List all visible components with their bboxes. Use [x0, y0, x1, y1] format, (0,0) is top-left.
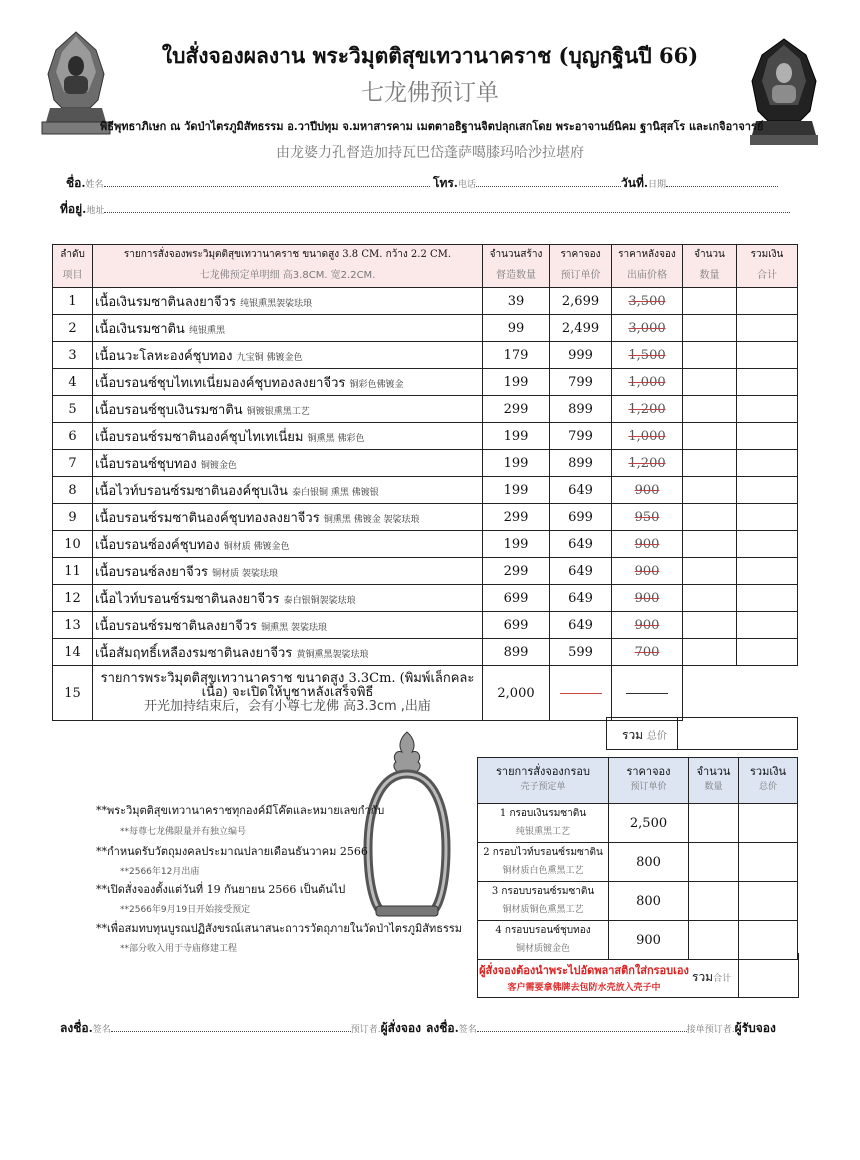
row-desc: เนื้อบรอนซ์รมซาตินองค์ชุบไทเทเนี่ยม 铜熏黑 佛彩色 — [93, 423, 483, 450]
row-after-price: 1,500 — [612, 342, 683, 369]
row-price: 649 — [550, 477, 612, 504]
table-header-row — [53, 245, 798, 288]
row-price: 649 — [550, 531, 612, 558]
row-total-input[interactable] — [737, 612, 798, 639]
col-header-qty-made: จำนวนสร้าง 督造数量 — [483, 245, 550, 288]
row-qty-input[interactable] — [683, 558, 737, 585]
col-header-price: ราคาจอง 预订单价 — [550, 245, 612, 288]
row-no: 5 — [53, 396, 93, 423]
row-price: 799 — [550, 369, 612, 396]
note-3-chinese: **2566年9月19日开始接受预定 — [120, 905, 251, 915]
row-qty-made: 2,000 — [483, 666, 550, 721]
col-header-total: รวมเงิน 合计 — [737, 245, 798, 288]
row-price: 649 — [550, 585, 612, 612]
name-label: ชื่อ. — [66, 176, 86, 190]
row-qty-made: 99 — [483, 315, 550, 342]
row-desc: เนื้อบรอนซ์ลงยาจีวร 铜材质 袈裟珐琅 — [93, 558, 483, 585]
row-desc: เนื้อไวท์บรอนซ์รมซาตินองค์ชุบเงิน 泰白银铜 熏黑 佛镀银 — [93, 477, 483, 504]
row-total-input[interactable] — [737, 450, 798, 477]
table-row — [53, 531, 798, 558]
row-desc: เนื้อเงินรมซาติน 纯银熏黑 — [93, 315, 483, 342]
row-desc: เนื้อไวท์บรอนซ์รมซาตินลงยาจีวร 泰白银铜袈裟珐琅 — [93, 585, 483, 612]
row-after-price — [612, 666, 683, 721]
frame-row-price: 900 — [609, 921, 689, 960]
frame-row-total-input[interactable] — [739, 882, 798, 921]
row-total-input[interactable] — [737, 504, 798, 531]
frame-row-desc: 1 กรอบเงินรมซาติน 纯银熏黑工艺 — [478, 804, 609, 843]
frame-row-qty-input[interactable] — [689, 882, 739, 921]
row-desc: เนื้อนวะโลหะองค์ชุบทอง 九宝铜 佛镀金色 — [93, 342, 483, 369]
date-field[interactable] — [621, 174, 778, 193]
row-qty-input[interactable] — [683, 531, 737, 558]
frame-row — [478, 882, 798, 921]
date-label-cn: 日期 — [648, 180, 667, 190]
row-after-price: 1,200 — [612, 450, 683, 477]
row-price: 899 — [550, 450, 612, 477]
row-no: 15 — [53, 666, 93, 721]
row-no: 14 — [53, 639, 93, 666]
frame-total-divider — [738, 953, 739, 997]
note-1-chinese: **每尊七龙佛限量并有独立编号 — [120, 827, 247, 837]
frame-row — [478, 843, 798, 882]
table-row — [53, 288, 798, 315]
row-qty-input[interactable] — [683, 450, 737, 477]
row-price: 799 — [550, 423, 612, 450]
row-desc: เนื้อบรอนซ์ชุบไทเทเนี่ยมองค์ชุบทองลงยาจีวร 铜彩色佛镀金 — [93, 369, 483, 396]
row-qty-input[interactable] — [683, 396, 737, 423]
row-qty-input[interactable] — [683, 585, 737, 612]
page-title: ใบสั่งจองผลงาน พระวิมุตติสุขเทวานาคราช (บุญกฐินปี 66) — [161, 43, 699, 68]
row-price: 2,699 — [550, 288, 612, 315]
row-desc: เนื้อบรอนซ์รมซาตินลงยาจีวร 铜熏黑 袈裟珐琅 — [93, 612, 483, 639]
row-after-price: 950 — [612, 504, 683, 531]
frame-order-table — [477, 757, 798, 960]
row-qty-input[interactable] — [683, 477, 737, 504]
row-after-price: 3,000 — [612, 315, 683, 342]
row-after-price: 1,000 — [612, 369, 683, 396]
row-qty-input[interactable] — [683, 369, 737, 396]
frame-row-total-input[interactable] — [739, 843, 798, 882]
row-total-input[interactable] — [737, 396, 798, 423]
note-1: **พระวิมุตติสุขเทวานาคราชทุกองค์มีโค๊ตและหมายเลขกำกับ — [96, 804, 385, 817]
receiver-signature[interactable]: ลงชื่อ.签名 接单预订者.ผู้รับจอง — [426, 1021, 776, 1035]
ceremony-info: พิธีพุทธาภิเษก ณ วัดป่าไตรภูมิสัทธรรม อ.วาปีปทุม จ.มหาสารคาม เมตตาอธิฐานจิตปลุกเสกโดย พระอาจานย์นิคม ฐานิสุสโร และเกจิอาจารย์ — [100, 120, 764, 133]
row-qty-made: 199 — [483, 369, 550, 396]
note-2-chinese: **2566年12月出庙 — [120, 867, 200, 877]
row-no: 9 — [53, 504, 93, 531]
phone-label: โทร. — [433, 176, 458, 190]
table-row — [53, 369, 798, 396]
right-buddha-statue-image — [746, 28, 822, 160]
table-row — [53, 396, 798, 423]
phone-field[interactable] — [433, 174, 621, 193]
frame-row-qty-input[interactable] — [689, 804, 739, 843]
row-qty-made: 299 — [483, 396, 550, 423]
row-qty-input[interactable] — [683, 504, 737, 531]
table-row — [53, 423, 798, 450]
row-total-input[interactable] — [737, 531, 798, 558]
row-no: 3 — [53, 342, 93, 369]
buyer-signature[interactable]: ลงชื่อ.签名 预订者.ผู้สั่งจอง — [60, 1021, 421, 1035]
row-qty-input[interactable] — [683, 315, 737, 342]
row-after-price: 900 — [612, 558, 683, 585]
row-desc: เนื้อบรอนซ์รมซาตินองค์ชุบทองลงยาจีวร 铜熏黑 佛镀金 袈裟珐琅 — [93, 504, 483, 531]
row-price — [550, 666, 612, 721]
row-desc: เนื้อสัมฤทธิ์เหลืองรมซาตินลงยาจีวร 黄铜熏黑袈裟珐琅 — [93, 639, 483, 666]
row-total-input[interactable] — [737, 369, 798, 396]
frame-row-desc: 2 กรอบไวท์บรอนซ์รมซาติน 铜材质白色熏黑工艺 — [478, 843, 609, 882]
frame-row-price: 800 — [609, 843, 689, 882]
frame-col-price: ราคาจอง 预订单价 — [609, 758, 689, 804]
row-no: 8 — [53, 477, 93, 504]
row-qty-made: 199 — [483, 477, 550, 504]
frame-row-total-input[interactable] — [739, 804, 798, 843]
row-price: 999 — [550, 342, 612, 369]
row-after-price: 700 — [612, 639, 683, 666]
row-qty-made: 699 — [483, 585, 550, 612]
address-label: ที่อยู่. — [60, 202, 87, 216]
phone-label-cn: 电话 — [457, 180, 476, 190]
row-no: 10 — [53, 531, 93, 558]
row-qty-made: 199 — [483, 423, 550, 450]
page-title-chinese: 七龙佛预订单 — [361, 80, 499, 106]
note-2: **กำหนดรับวัตถุมงคลประมาณปลายเดือนธันวาคม 2566 — [96, 845, 368, 858]
row-after-price: 900 — [612, 585, 683, 612]
frame-row-qty-input[interactable] — [689, 843, 739, 882]
row-desc: เนื้อบรอนซ์ชุบทอง 铜镀金色 — [93, 450, 483, 477]
total-divider — [677, 717, 678, 749]
row-total-input[interactable] — [737, 477, 798, 504]
note-4-chinese: **部分收入用于寺庙修建工程 — [120, 944, 238, 954]
note-3: **เปิดสั่งจองตั้งแต่วันที่ 19 กันยายน 2566 เป็นต้นไป — [96, 883, 346, 896]
row-qty-made: 299 — [483, 504, 550, 531]
row-total-input[interactable] — [737, 585, 798, 612]
row-no: 11 — [53, 558, 93, 585]
row-price: 649 — [550, 612, 612, 639]
address-field[interactable] — [60, 200, 790, 219]
row-qty-input[interactable] — [683, 342, 737, 369]
row-total-input[interactable] — [737, 288, 798, 315]
row-qty-made: 899 — [483, 639, 550, 666]
name-field[interactable] — [66, 174, 430, 193]
row-empty — [737, 666, 798, 721]
row-qty-made: 699 — [483, 612, 550, 639]
table-row — [53, 585, 798, 612]
table-row — [53, 666, 798, 721]
frame-col-total: รวมเงิน 总价 — [739, 758, 798, 804]
table-row — [53, 342, 798, 369]
row-qty-made: 39 — [483, 288, 550, 315]
row-price: 699 — [550, 504, 612, 531]
row-total-input[interactable] — [737, 423, 798, 450]
row-total-input[interactable] — [737, 558, 798, 585]
row-desc: เนื้อบรอนซ์ชุบเงินรมซาติน 铜镀银熏黑工艺 — [93, 396, 483, 423]
amulet-order-table — [52, 244, 798, 721]
frame-row-desc: 4 กรอบบรอนซ์ชุบทอง 铜材质镀金色 — [478, 921, 609, 960]
frame-warning: ผู้สั่งจองต้องนำพระไปอัดพลาสติกใส่กรอบเอง — [479, 964, 689, 977]
row-total-input[interactable] — [737, 639, 798, 666]
row-no: 1 — [53, 288, 93, 315]
table-row — [53, 477, 798, 504]
frame-header-row — [478, 758, 798, 804]
row-after-price: 900 — [612, 612, 683, 639]
note-4: **เพื่อสมทบทุนบูรณปฏิสังขรณ์เสนาสนะถาวรวัตถุภายในวัดป่าไตรภูมิสัทธรรม — [96, 922, 463, 935]
table-row — [53, 612, 798, 639]
row-price: 899 — [550, 396, 612, 423]
table-row — [53, 315, 798, 342]
frame-row — [478, 804, 798, 843]
frame-row-desc: 3 กรอบบรอนซ์รมซาติน 铜材质铜色熏黑工艺 — [478, 882, 609, 921]
row-no: 13 — [53, 612, 93, 639]
row-qty-input[interactable] — [683, 423, 737, 450]
row-qty-input[interactable] — [683, 639, 737, 666]
row-qty-input[interactable] — [683, 288, 737, 315]
amulet-frame-image — [352, 728, 462, 937]
row-after-price: 3,500 — [612, 288, 683, 315]
row-no: 12 — [53, 585, 93, 612]
row-price: 649 — [550, 558, 612, 585]
row-no: 2 — [53, 315, 93, 342]
date-label: วันที่. — [621, 176, 649, 190]
row-no: 7 — [53, 450, 93, 477]
ceremony-info-chinese: 由龙婆力孔督造加持瓦巴岱蓬萨噶膝玛哈沙拉堪府 — [276, 145, 584, 161]
frame-total-label: รวม合计 — [692, 970, 732, 984]
address-label-cn: 地址 — [86, 206, 105, 216]
col-header-no: ลำดับ 项目 — [53, 245, 93, 288]
table-row — [53, 450, 798, 477]
row-qty-input[interactable] — [683, 612, 737, 639]
row-qty-made: 179 — [483, 342, 550, 369]
row-total-input[interactable] — [737, 342, 798, 369]
row-after-price: 900 — [612, 477, 683, 504]
col-header-qty: จำนวน 数量 — [683, 245, 737, 288]
frame-col-qty: จำนวน 数量 — [689, 758, 739, 804]
frame-row-price: 2,500 — [609, 804, 689, 843]
table-row — [53, 558, 798, 585]
row-after-price: 1,200 — [612, 396, 683, 423]
row-price: 2,499 — [550, 315, 612, 342]
row-qty-made: 199 — [483, 450, 550, 477]
table-row — [53, 639, 798, 666]
row-after-price: 900 — [612, 531, 683, 558]
row-price: 599 — [550, 639, 612, 666]
row-desc: รายการพระวิมุตติสุขเทวานาคราช ขนาดสูง 3.3Cm. (พิมพ์เล็กคละเนื้อ) จะเปิดให้บูชาหลังเสร็จพิธี 开光加持结束后，会有小尊七龙佛 高3.3cm ,出庙 — [93, 666, 483, 721]
row-qty-made: 299 — [483, 558, 550, 585]
row-no: 4 — [53, 369, 93, 396]
grand-total-label: รวม 总价 — [622, 728, 667, 742]
col-header-desc: รายการสั่งจองพระวิมุตติสุขเทวานาคราช ขนาดสูง 3.8 CM. กว้าง 2.2 CM. 七龙佛预定单明细 高3.8CM. 宽2.2CM. — [93, 245, 483, 288]
row-desc: เนื้อเงินรมซาตินลงยาจีวร 纯银熏黑袈裟珐琅 — [93, 288, 483, 315]
row-after-price: 1,000 — [612, 423, 683, 450]
frame-warning-chinese: 客户需要拿佛牌去包防水壳放入壳子中 — [507, 983, 661, 993]
row-total-input[interactable] — [737, 315, 798, 342]
row-qty-made: 199 — [483, 531, 550, 558]
frame-row-price: 800 — [609, 882, 689, 921]
table-row — [53, 504, 798, 531]
col-header-after-price: ราคาหลังจอง 出庙价格 — [612, 245, 683, 288]
frame-col-desc: รายการสั่งจองกรอบ 壳子预定单 — [478, 758, 609, 804]
row-empty — [683, 666, 737, 721]
row-desc: เนื้อบรอนซ์องค์ชุบทอง 铜材质 佛镀金色 — [93, 531, 483, 558]
row-no: 6 — [53, 423, 93, 450]
name-label-cn: 姓名 — [85, 180, 104, 190]
